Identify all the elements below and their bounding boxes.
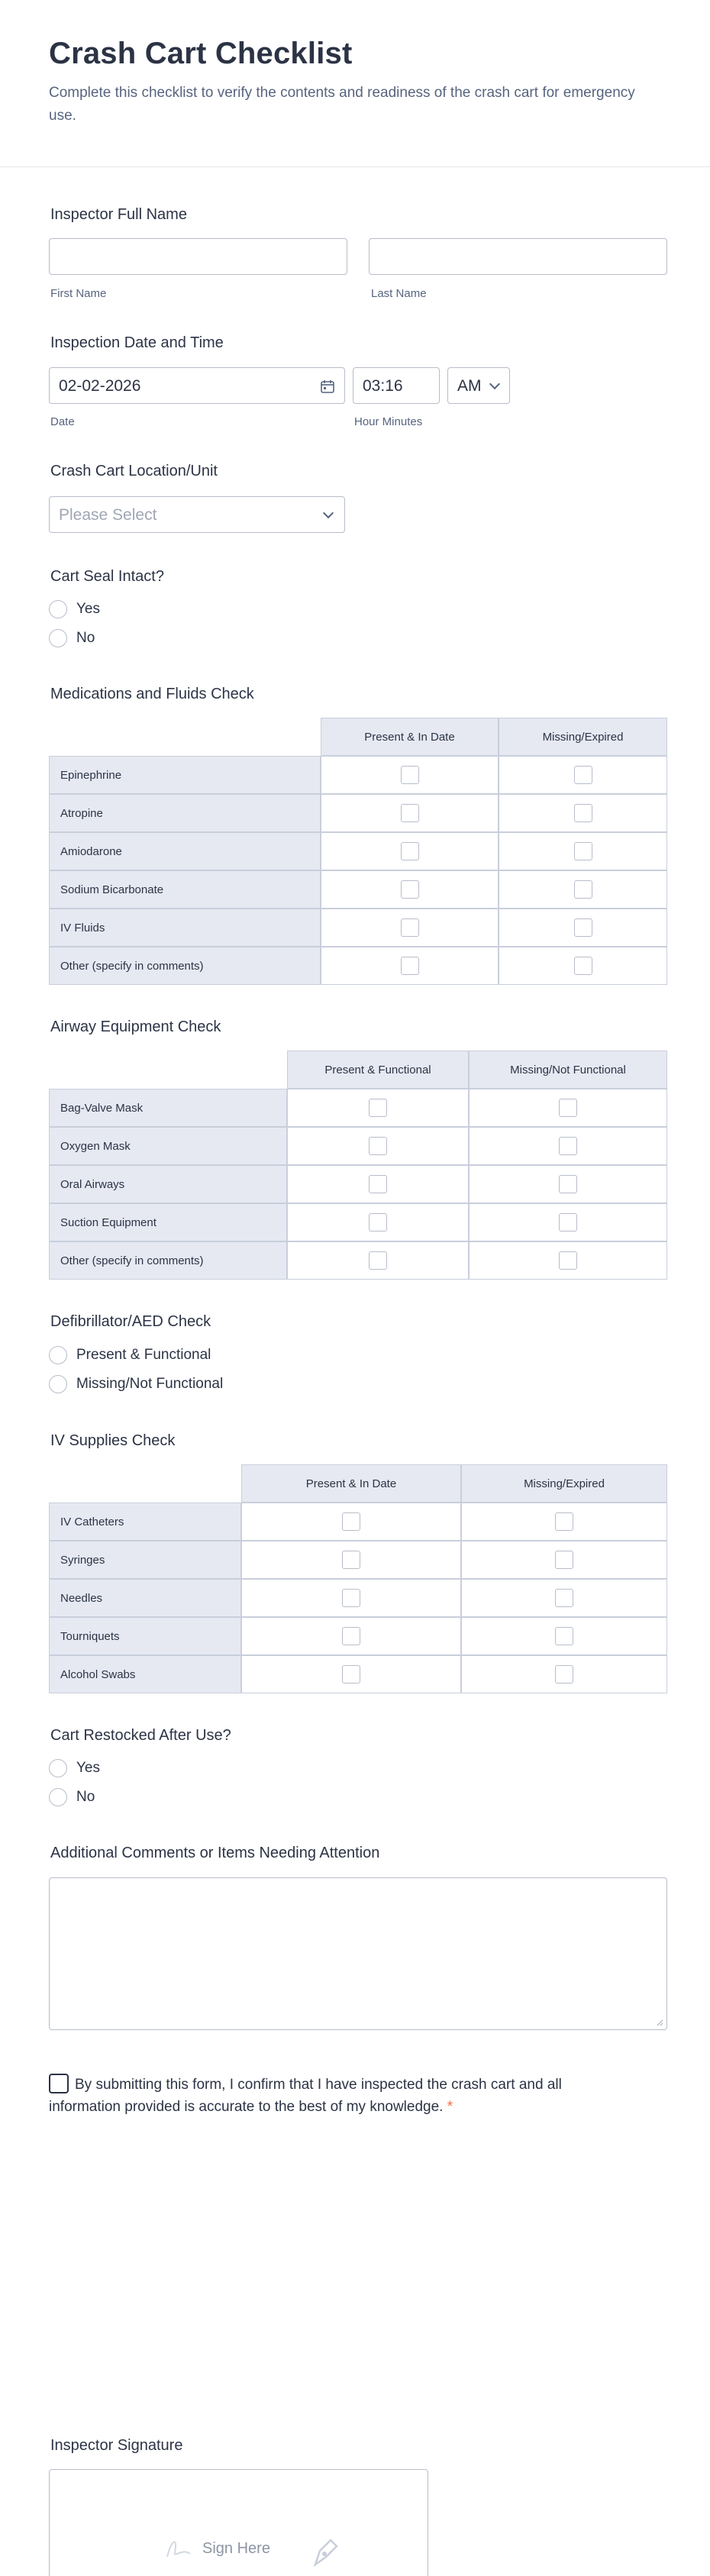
matrix-row-label-cell [49, 794, 321, 832]
matrix-row-label: Sodium Bicarbonate [60, 883, 164, 896]
matrix-checkbox[interactable] [342, 1589, 360, 1607]
ampm-select[interactable] [447, 367, 510, 404]
matrix-checkbox[interactable] [574, 804, 592, 822]
matrix-checkbox[interactable] [574, 880, 592, 899]
matrix-cell[interactable] [499, 870, 667, 909]
matrix-column-label: Present & Functional [324, 1063, 431, 1077]
form-title: Crash Cart Checklist [49, 37, 353, 70]
matrix-row-label: Bag-Valve Mask [60, 1101, 144, 1115]
matrix-checkbox[interactable] [342, 1512, 360, 1531]
defib-option-missing[interactable] [49, 1374, 223, 1394]
matrix-column-label: Missing/Expired [542, 730, 624, 744]
matrix-checkbox[interactable] [401, 880, 419, 899]
matrix-row-label: Syringes [60, 1553, 105, 1567]
seal-label: Cart Seal Intact? [50, 568, 164, 585]
matrix-cell[interactable] [287, 1203, 469, 1241]
matrix-row-label-cell [49, 1089, 287, 1127]
header-divider [0, 166, 710, 167]
matrix-row-label-cell [49, 1503, 241, 1541]
matrix-checkbox[interactable] [401, 918, 419, 937]
pen-icon [309, 2534, 343, 2568]
seal-option-label: Yes [76, 601, 100, 617]
matrix-cell[interactable] [241, 1579, 461, 1617]
date-sublabel: Date [50, 415, 75, 428]
matrix-row-label: Atropine [60, 806, 103, 820]
matrix-checkbox[interactable] [401, 957, 419, 975]
matrix-checkbox[interactable] [574, 766, 592, 784]
matrix-column-header [461, 1464, 667, 1503]
restocked-option-label: No [76, 1789, 95, 1805]
matrix-checkbox[interactable] [559, 1213, 577, 1232]
matrix-cell[interactable] [287, 1165, 469, 1203]
matrix-row-label-cell [49, 909, 321, 947]
matrix-checkbox[interactable] [401, 766, 419, 784]
matrix-checkbox[interactable] [401, 842, 419, 860]
matrix-row-label: Oxygen Mask [60, 1139, 131, 1153]
matrix-checkbox[interactable] [342, 1627, 360, 1645]
matrix-checkbox[interactable] [369, 1175, 387, 1193]
matrix-cell[interactable] [461, 1579, 667, 1617]
matrix-cell[interactable] [499, 832, 667, 870]
medications-label: Medications and Fluids Check [50, 686, 254, 702]
matrix-cell[interactable] [241, 1541, 461, 1579]
matrix-row-label-cell [49, 1655, 241, 1693]
matrix-row-label-cell [49, 1579, 241, 1617]
date-value: 02-02-2026 [59, 377, 141, 395]
radio-button[interactable] [49, 1788, 67, 1806]
matrix-cell[interactable] [469, 1165, 667, 1203]
confirmation-text: By submitting this form, I confirm that I have inspected the crash cart and all information provided is accurate to the best of my knowledge. [49, 2077, 562, 2115]
matrix-cell[interactable] [461, 1617, 667, 1655]
matrix-cell[interactable] [287, 1127, 469, 1165]
matrix-cell[interactable] [241, 1503, 461, 1541]
matrix-checkbox[interactable] [555, 1589, 573, 1607]
signature-label: Inspector Signature [50, 2437, 183, 2454]
ampm-value: AM [457, 377, 482, 395]
signature-pad[interactable] [49, 2469, 428, 2576]
location-label: Crash Cart Location/Unit [50, 463, 218, 479]
matrix-checkbox[interactable] [574, 957, 592, 975]
defib-option-label: Present & Functional [76, 1347, 211, 1363]
matrix-checkbox[interactable] [559, 1175, 577, 1193]
matrix-row-label-cell [49, 1617, 241, 1655]
matrix-row-label: Alcohol Swabs [60, 1667, 136, 1681]
matrix-cell[interactable] [461, 1541, 667, 1579]
matrix-checkbox[interactable] [555, 1551, 573, 1569]
time-sublabel: Hour Minutes [354, 415, 423, 428]
radio-button[interactable] [49, 1346, 67, 1364]
resize-handle-icon[interactable] [656, 2019, 663, 2026]
matrix-checkbox[interactable] [559, 1251, 577, 1270]
matrix-row-label-cell [49, 870, 321, 909]
matrix-row-label-cell [49, 1203, 287, 1241]
matrix-column-header [321, 718, 499, 756]
matrix-checkbox[interactable] [555, 1627, 573, 1645]
matrix-row-label: Other (specify in comments) [60, 959, 204, 973]
matrix-column-label: Missing/Not Functional [510, 1063, 626, 1077]
matrix-checkbox[interactable] [574, 842, 592, 860]
first-name-input[interactable] [49, 238, 347, 275]
matrix-checkbox[interactable] [401, 804, 419, 822]
radio-button[interactable] [49, 1759, 67, 1777]
matrix-row-label: Other (specify in comments) [60, 1254, 204, 1267]
matrix-row-label-cell [49, 1541, 241, 1579]
restocked-option-yes[interactable] [49, 1758, 100, 1778]
inspector-name-label: Inspector Full Name [50, 206, 187, 223]
matrix-row-label: Tourniquets [60, 1629, 120, 1643]
matrix-cell[interactable] [499, 947, 667, 985]
matrix-row-label-cell [49, 1241, 287, 1280]
matrix-checkbox[interactable] [574, 918, 592, 937]
signature-scribble-icon [164, 2531, 195, 2561]
matrix-cell[interactable] [469, 1203, 667, 1241]
matrix-checkbox[interactable] [342, 1665, 360, 1683]
time-input[interactable] [353, 367, 440, 404]
matrix-checkbox[interactable] [369, 1099, 387, 1117]
matrix-checkbox[interactable] [559, 1137, 577, 1155]
matrix-cell[interactable] [461, 1503, 667, 1541]
matrix-cell[interactable] [241, 1617, 461, 1655]
confirmation-checkbox[interactable] [49, 2074, 69, 2093]
matrix-row-label-cell [49, 1165, 287, 1203]
radio-button[interactable] [49, 629, 67, 647]
form-subtitle: Complete this checklist to verify the contents and readiness of the crash cart for emergency use. [49, 85, 635, 124]
seal-option-label: No [76, 630, 95, 646]
comments-label: Additional Comments or Items Needing Attention [50, 1845, 380, 1861]
chevron-down-icon [323, 508, 334, 518]
radio-button[interactable] [49, 600, 67, 618]
matrix-column-label: Missing/Expired [524, 1477, 605, 1490]
matrix-cell[interactable] [241, 1655, 461, 1693]
matrix-cell[interactable] [321, 947, 499, 985]
signature-hint: Sign Here [202, 2540, 270, 2557]
required-mark: * [447, 2099, 453, 2115]
matrix-row-label: IV Catheters [60, 1515, 124, 1528]
matrix-cell[interactable] [469, 1089, 667, 1127]
last-name-input[interactable] [369, 238, 667, 275]
matrix-row-label-cell [49, 947, 321, 985]
matrix-row-label: Needles [60, 1591, 103, 1605]
defib-label: Defibrillator/AED Check [50, 1313, 211, 1330]
matrix-cell[interactable] [321, 909, 499, 947]
matrix-cell[interactable] [287, 1089, 469, 1127]
seal-option-yes[interactable] [49, 599, 100, 619]
matrix-row-label-cell [49, 756, 321, 794]
matrix-column-label: Present & In Date [305, 1477, 397, 1490]
matrix-column-header [499, 718, 667, 756]
matrix-column-label: Present & In Date [364, 730, 455, 744]
matrix-cell[interactable] [469, 1241, 667, 1280]
date-input[interactable] [49, 367, 345, 404]
matrix-cell[interactable] [321, 794, 499, 832]
matrix-row-label: IV Fluids [60, 921, 105, 935]
matrix-cell[interactable] [499, 756, 667, 794]
matrix-cell[interactable] [321, 756, 499, 794]
matrix-checkbox[interactable] [369, 1137, 387, 1155]
matrix-column-header [241, 1464, 461, 1503]
matrix-row-label-cell [49, 832, 321, 870]
time-value: 03:16 [363, 377, 403, 395]
matrix-column-header [287, 1051, 469, 1089]
first-name-sublabel: First Name [50, 287, 107, 300]
matrix-checkbox[interactable] [342, 1551, 360, 1569]
inspection-datetime-label: Inspection Date and Time [50, 334, 224, 351]
matrix-cell[interactable] [469, 1127, 667, 1165]
seal-option-no[interactable] [49, 628, 95, 648]
matrix-row-label: Amiodarone [60, 844, 122, 858]
matrix-cell[interactable] [321, 832, 499, 870]
matrix-cell[interactable] [461, 1655, 667, 1693]
restocked-option-no[interactable] [49, 1787, 95, 1807]
matrix-cell[interactable] [287, 1241, 469, 1280]
matrix-cell[interactable] [499, 794, 667, 832]
matrix-cell[interactable] [321, 870, 499, 909]
calendar-icon[interactable] [320, 379, 335, 394]
location-select[interactable] [49, 496, 345, 533]
matrix-checkbox[interactable] [369, 1251, 387, 1270]
matrix-row-label: Epinephrine [60, 768, 122, 782]
defib-option-label: Missing/Not Functional [76, 1376, 224, 1392]
iv-supplies-label: IV Supplies Check [50, 1432, 176, 1449]
chevron-down-icon [489, 379, 500, 389]
matrix-cell[interactable] [499, 909, 667, 947]
matrix-checkbox[interactable] [555, 1665, 573, 1683]
matrix-column-header [469, 1051, 667, 1089]
radio-button[interactable] [49, 1375, 67, 1393]
matrix-row-label: Suction Equipment [60, 1215, 157, 1229]
confirmation-checkbox-row[interactable] [49, 2074, 583, 2118]
restocked-label: Cart Restocked After Use? [50, 1727, 231, 1744]
form-header [49, 37, 660, 128]
matrix-checkbox[interactable] [555, 1512, 573, 1531]
matrix-checkbox[interactable] [369, 1213, 387, 1232]
matrix-row-label-cell [49, 1127, 287, 1165]
location-placeholder: Please Select [59, 506, 157, 524]
matrix-checkbox[interactable] [559, 1099, 577, 1117]
defib-option-present[interactable] [49, 1345, 211, 1365]
airway-label: Airway Equipment Check [50, 1018, 221, 1035]
comments-textarea[interactable] [49, 1877, 667, 2030]
last-name-sublabel: Last Name [371, 287, 427, 300]
matrix-row-label: Oral Airways [60, 1177, 125, 1191]
restocked-option-label: Yes [76, 1760, 100, 1776]
